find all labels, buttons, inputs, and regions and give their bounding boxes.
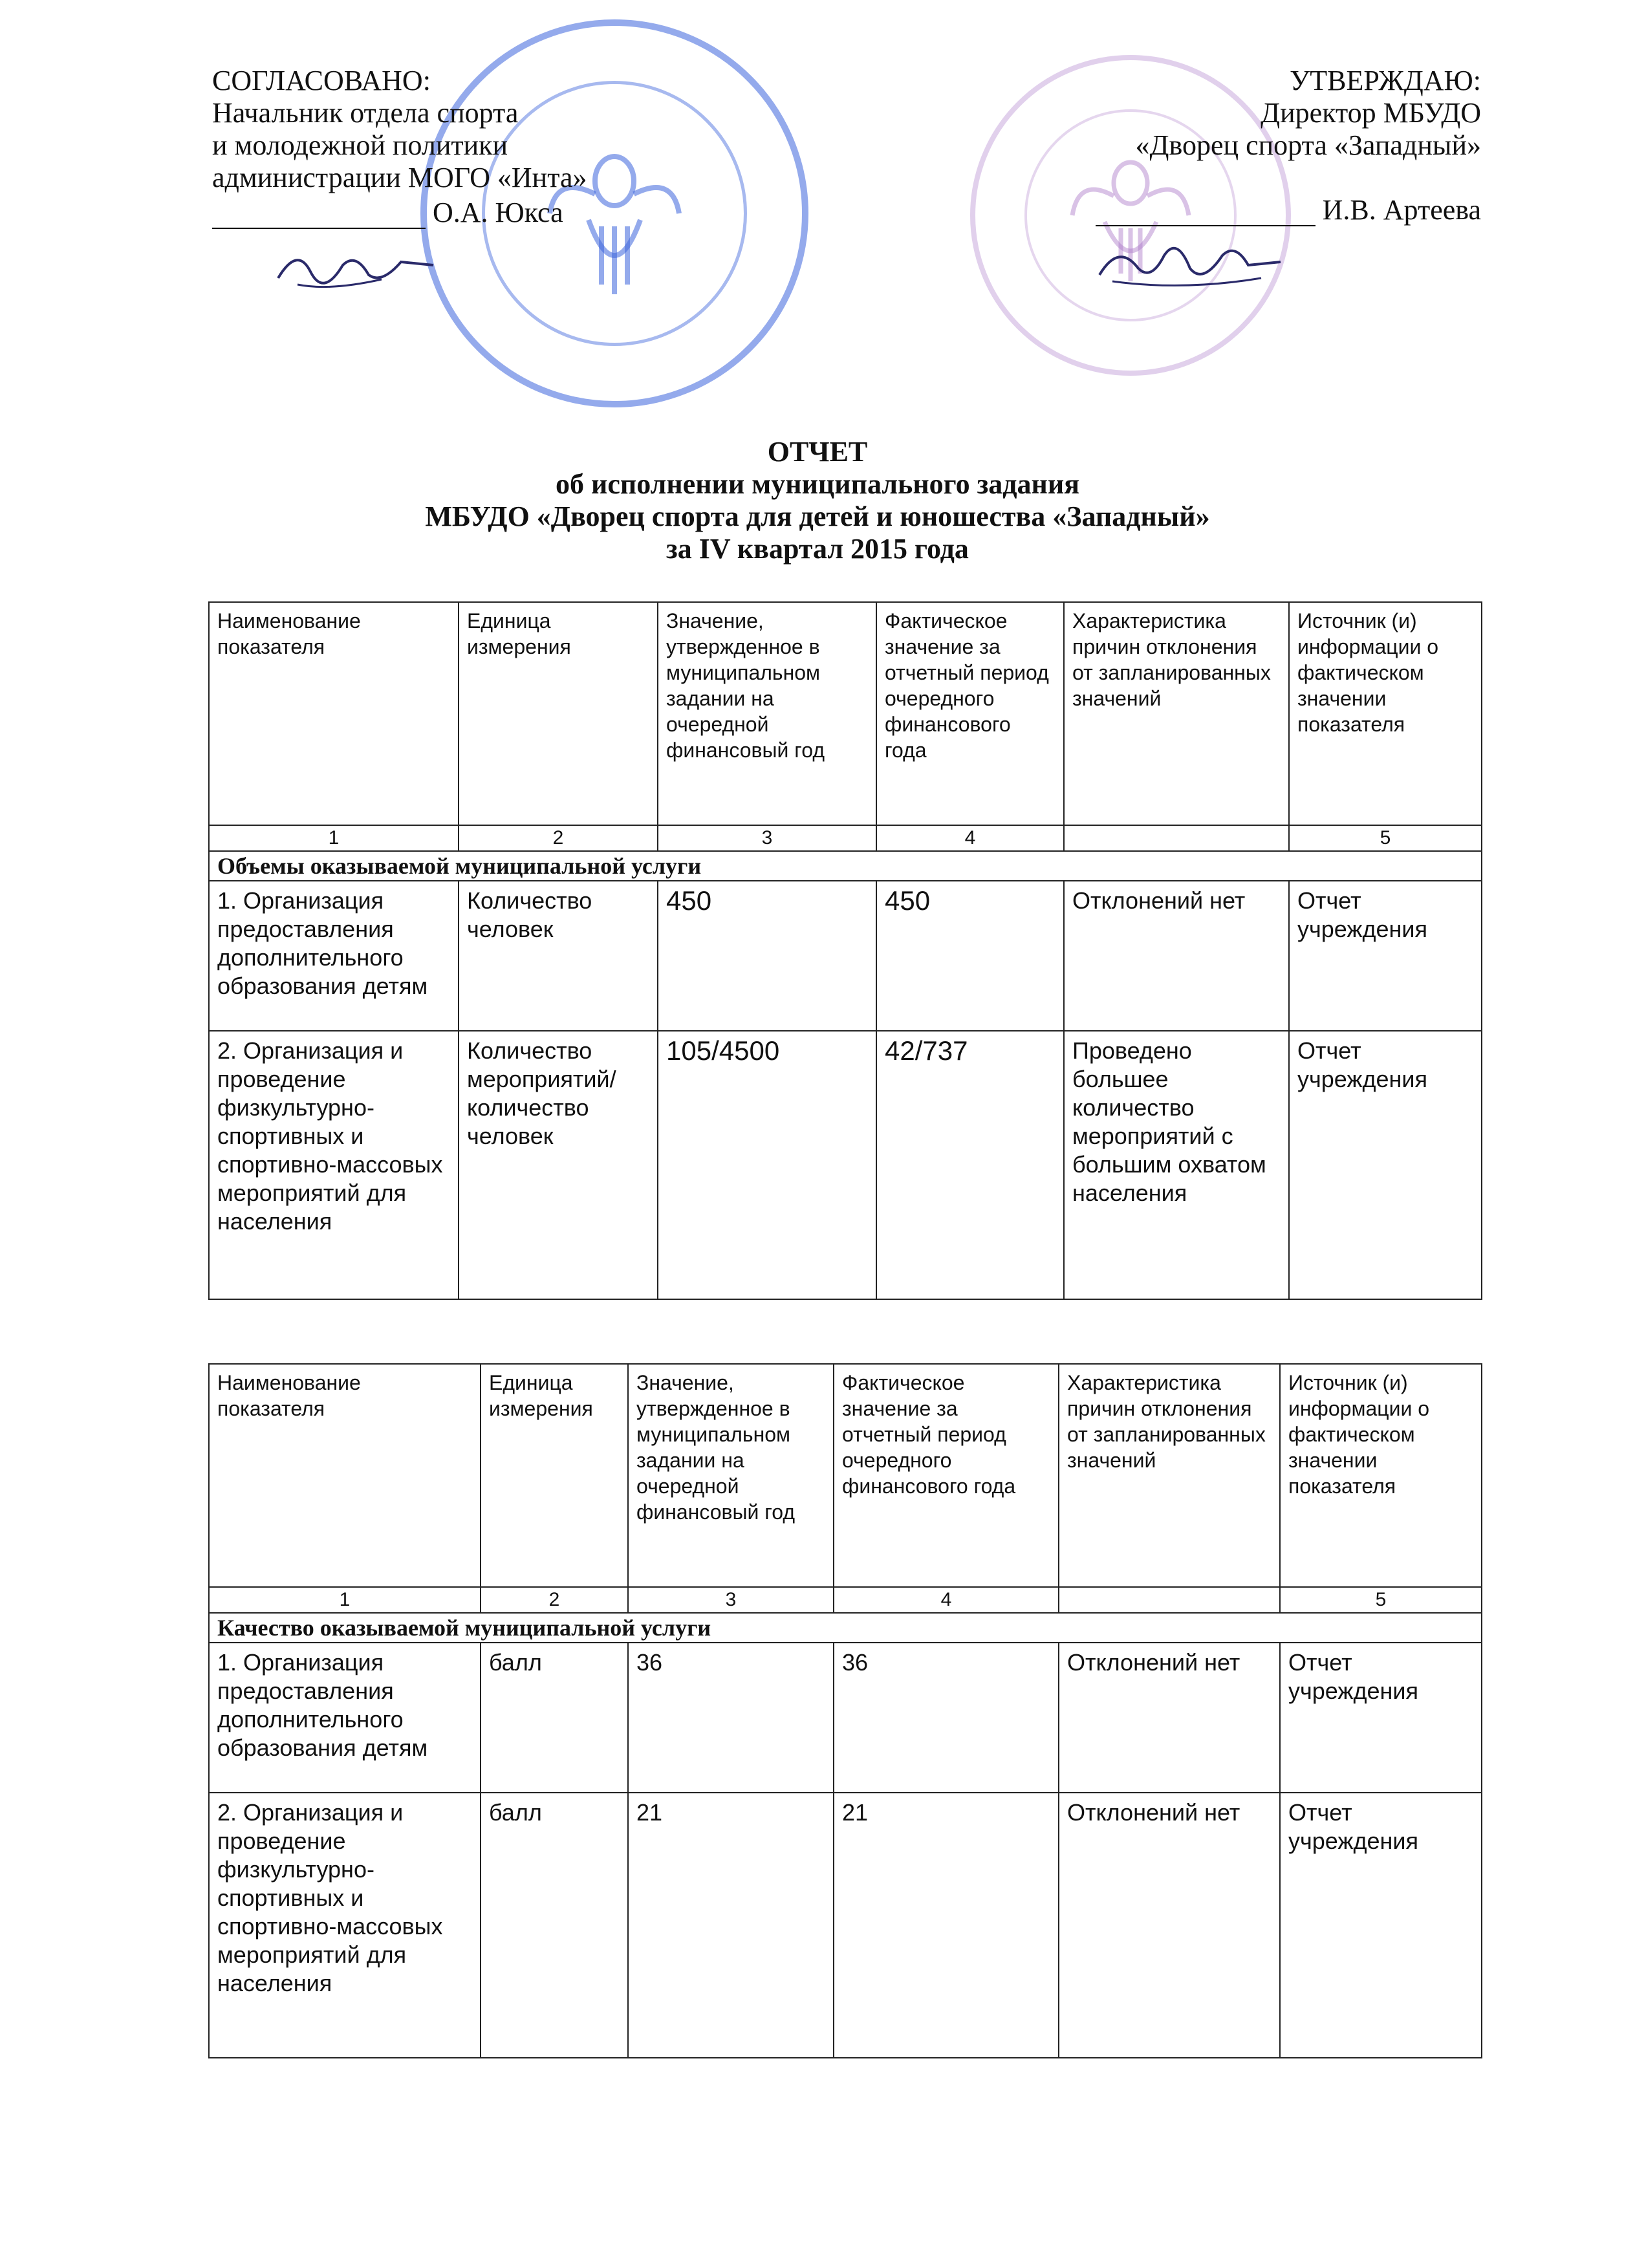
table-cell: 105/4500 [658, 1031, 876, 1299]
signature-underline [1096, 195, 1316, 226]
column-header: Характеристика причин отклонения от запланированных значений [1059, 1364, 1280, 1587]
table-cell: Количество мероприятий/ количество человек [459, 1031, 658, 1299]
approval-left-signature-line [212, 197, 587, 229]
report-title-line3: МБУДО «Дворец спорта для детей и юношества «Западный» [425, 501, 1210, 532]
table-cell: 2. Организация и проведение физкультурно-спортивных и спортивно-массовых мероприятий для населения [209, 1031, 459, 1299]
column-number: 1 [209, 1587, 481, 1613]
table-cell: Отчет учреждения [1289, 881, 1482, 1031]
column-number: 3 [628, 1587, 834, 1613]
table-row [209, 1793, 1482, 2058]
table-cell: балл [481, 1793, 628, 2058]
column-header: Фактическое значение за отчетный период очередного финансового года [876, 602, 1064, 825]
report-title-line1: ОТЧЕТ [767, 436, 868, 468]
table-cell: Количество человек [459, 881, 658, 1031]
approval-right-line2: «Дворец спорта «Западный» [1135, 129, 1481, 161]
table-cell: 21 [834, 1793, 1059, 2058]
column-number-row [209, 825, 1482, 851]
column-header: Характеристика причин отклонения от запланированных значений [1064, 602, 1289, 825]
approval-left-heading: СОГЛАСОВАНО: [212, 65, 431, 96]
column-header: Значение, утвержденное в муниципальном задании на очередной финансовый год [628, 1364, 834, 1587]
table-cell: Отклонений нет [1059, 1793, 1280, 2058]
approval-left-line3: администрации МОГО «Инта» [212, 162, 587, 193]
approval-right-heading: УТВЕРЖДАЮ: [1290, 65, 1481, 96]
column-number-row [209, 1587, 1482, 1613]
table-cell: 42/737 [876, 1031, 1064, 1299]
column-number [1064, 825, 1289, 851]
table-cell: 450 [876, 881, 1064, 1031]
column-header: Фактическое значение за отчетный период очередного финансового года [834, 1364, 1059, 1587]
table-cell: балл [481, 1643, 628, 1793]
column-header: Источник (и) информации о фактическом значении показателя [1280, 1364, 1482, 1587]
volume-indicators-table [208, 601, 1482, 1300]
column-number [1059, 1587, 1280, 1613]
column-number: 1 [209, 825, 459, 851]
column-header: Наименование показателя [209, 602, 459, 825]
section-row [209, 1613, 1482, 1643]
approval-right-block [1096, 65, 1481, 226]
table-cell: 36 [628, 1643, 834, 1793]
table-cell: Отклонений нет [1064, 881, 1289, 1031]
table-cell: 21 [628, 1793, 834, 2058]
column-header: Наименование показателя [209, 1364, 481, 1587]
column-header: Единица измерения [481, 1364, 628, 1587]
table-header-row [209, 602, 1482, 825]
table-cell: 2. Организация и проведение физкультурно-спортивных и спортивно-массовых мероприятий для населения [209, 1793, 481, 2058]
table-row [209, 881, 1482, 1031]
table-cell: 36 [834, 1643, 1059, 1793]
table-cell: 1. Организация предоставления дополнительного образования детям [209, 1643, 481, 1793]
table-cell: Отчет учреждения [1280, 1793, 1482, 2058]
column-number: 3 [658, 825, 876, 851]
table-cell: Проведено большее количество мероприятий с большим охватом населения [1064, 1031, 1289, 1299]
approval-left-signer: О.А. Юкса [433, 197, 563, 228]
report-title-line4: за IV квартал 2015 года [666, 533, 969, 565]
approval-right-signature-line [1096, 194, 1481, 226]
column-number: 4 [834, 1587, 1059, 1613]
column-header: Источник (и) информации о фактическом значении показателя [1289, 602, 1482, 825]
column-number: 5 [1280, 1587, 1482, 1613]
column-header: Значение, утвержденное в муниципальном задании на очередной финансовый год [658, 602, 876, 825]
signature-underline [212, 198, 426, 229]
approval-right-line1: Директор МБУДО [1261, 97, 1481, 129]
table-cell: 450 [658, 881, 876, 1031]
quality-indicators-table [208, 1363, 1482, 2058]
column-number: 2 [459, 825, 658, 851]
approval-left-line2: и молодежной политики [212, 129, 508, 161]
column-header: Единица измерения [459, 602, 658, 825]
report-title-line2: об исполнении муниципального задания [555, 468, 1080, 500]
column-number: 2 [481, 1587, 628, 1613]
column-number: 5 [1289, 825, 1482, 851]
table-cell: Отчет учреждения [1289, 1031, 1482, 1299]
report-title [0, 436, 1635, 565]
table-cell: Отклонений нет [1059, 1643, 1280, 1793]
section-row [209, 851, 1482, 881]
approval-left-line1: Начальник отдела спорта [212, 97, 519, 129]
handwritten-signature-right [1093, 230, 1287, 294]
handwritten-signature-left [272, 239, 440, 297]
section-title: Объемы оказываемой муниципальной услуги [209, 851, 1482, 881]
table-cell: Отчет учреждения [1280, 1643, 1482, 1793]
table-cell: 1. Организация предоставления дополнительного образования детям [209, 881, 459, 1031]
table-row [209, 1031, 1482, 1299]
table-row [209, 1643, 1482, 1793]
table-header-row [209, 1364, 1482, 1587]
approval-right-signer: И.В. Артеева [1322, 194, 1481, 226]
section-title: Качество оказываемой муниципальной услуги [209, 1613, 1482, 1643]
column-number: 4 [876, 825, 1064, 851]
approval-left-block [212, 65, 587, 229]
